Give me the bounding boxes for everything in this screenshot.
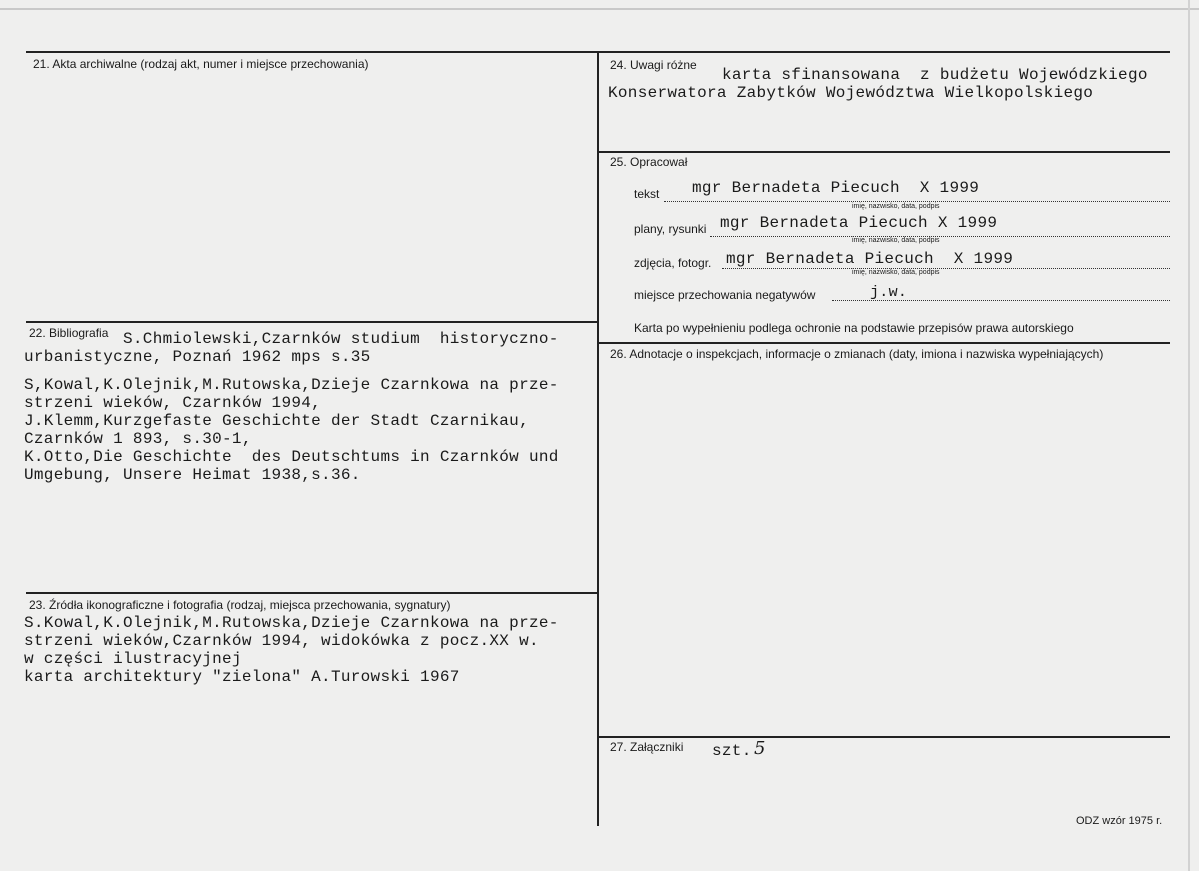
tekst-dotted-line [664,201,1170,202]
bibliography-line: S.Chmiolewski,Czarnków studium historyczno- [123,330,559,348]
column-divider [597,51,599,826]
scan-right-edge [1188,0,1190,871]
section-22-label: 22. Bibliografia [29,326,109,340]
attachments-value: szt. [712,742,752,760]
rule-22-23 [26,592,598,594]
copyright-note: Karta po wypełnieniu podlega ochronie na podstawie przepisów prawa autorskiego [634,321,1074,335]
iconography-line: S.Kowal,K.Olejnik,M.Rutowska,Dzieje Czarnkowa na prze- [24,614,559,632]
bibliography-line: S,Kowal,K.Olejnik,M.Rutowska,Dzieje Czarnkowa na prze- [24,376,559,394]
rule-25-26 [598,342,1170,344]
attachments-count-handwritten: 5 [754,738,766,759]
rule-26-27 [598,736,1170,738]
remarks-line: Konserwatora Zabytków Województwa Wielkopolskiego [608,84,1094,102]
tekst-value: mgr Bernadeta Piecuch X 1999 [692,179,980,197]
plany-value: mgr Bernadeta Piecuch X 1999 [720,214,998,232]
iconography-line: karta architektury "zielona" A.Turowski 1967 [24,668,460,686]
rule-21-22 [26,321,598,323]
zdjecia-dotted-line [722,268,1170,269]
iconography-line: strzeni wieków,Czarnków 1994, widokówka z pocz.XX w. [24,632,539,650]
plany-label: plany, rysunki [634,222,707,236]
scan-top-edge [0,8,1199,10]
negatywy-label: miejsce przechowania negatywów [634,288,816,302]
tekst-label: tekst [634,187,660,201]
section-21-label: 21. Akta archiwalne (rodzaj akt, numer i miejsce przechowania) [33,57,369,71]
bibliography-line: Czarnków 1 893, s.30-1, [24,430,252,448]
zdjecia-hint: imię, nazwisko, data, podpis [852,269,940,276]
section-24-label: 24. Uwagi różne [610,58,697,72]
tekst-hint: imię, nazwisko, data, podpis [852,203,940,210]
section-25-label: 25. Opracował [610,155,688,169]
iconography-line: w części ilustracyjnej [24,650,242,668]
bibliography-line: strzeni wieków, Czarnków 1994, [24,394,322,412]
form-version-footer: ODZ wzór 1975 r. [1076,815,1163,827]
zdjecia-label: zdjęcia, fotogr. [634,256,712,270]
bibliography-line: J.Klemm,Kurzgefaste Geschichte der Stadt Czarnikau, [24,412,529,430]
section-23-label: 23. Źródła ikonograficzne i fotografia (rodzaj, miejsca przechowania, sygnatury) [29,598,451,612]
plany-hint: imię, nazwisko, data, podpis [852,237,940,244]
plany-dotted-line [710,236,1170,237]
section-26-label: 26. Adnotacje o inspekcjach, informacje o zmianach (daty, imiona i nazwiska wypełniających) [610,347,1104,361]
bibliography-line: K.Otto,Die Geschichte des Deutschtums in Czarnków und [24,448,559,466]
section-27-label: 27. Załączniki [610,740,684,754]
rule-24-25 [598,151,1170,153]
negatywy-value: j.w. [870,284,908,301]
remarks-line: karta sfinansowana z budżetu Wojewódzkiego [722,66,1148,84]
bibliography-line: Umgebung, Unsere Heimat 1938,s.36. [24,466,361,484]
bibliography-line: urbanistyczne, Poznań 1962 mps s.35 [24,348,371,366]
zdjecia-value: mgr Bernadeta Piecuch X 1999 [726,250,1014,268]
